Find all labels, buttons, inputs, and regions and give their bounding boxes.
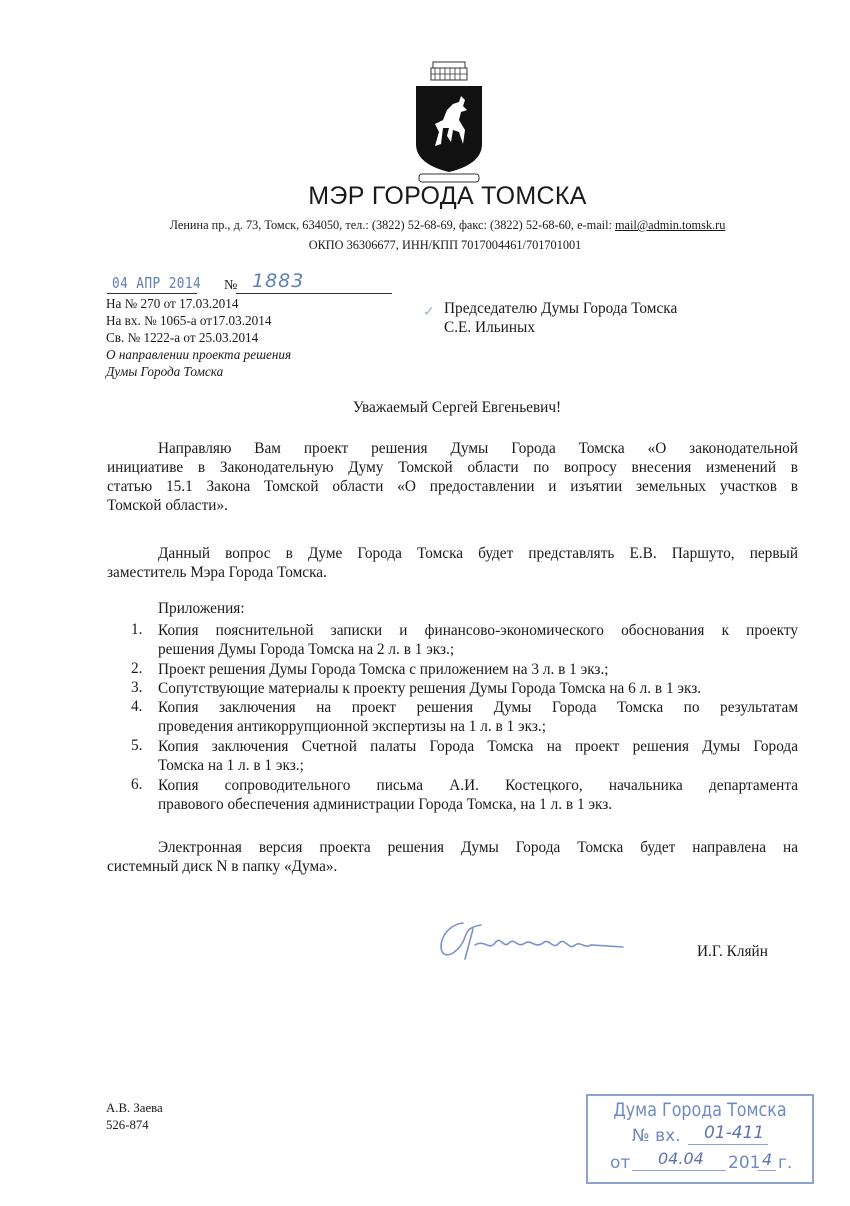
list-item-line: Копия заключения на проект решения Думы Города Томска по результатам xyxy=(158,699,798,716)
list-number: 4. xyxy=(131,698,143,715)
stamp-underline xyxy=(758,1170,776,1171)
list-item-line: Копия заключения Счетной палаты Города Томска на проект решения Думы Города xyxy=(158,738,798,755)
stamp-year-suffix: г. xyxy=(778,1153,793,1173)
subject-line-1: О направлении проекта решения xyxy=(106,347,292,362)
stamp-date-label: от xyxy=(610,1153,631,1173)
number-label: № xyxy=(224,278,238,293)
list-item-line: Копия пояснительной записки и финансово-экономического обоснования к проекту xyxy=(158,622,798,639)
greeting: Уважаемый Сергей Евгеньевич! xyxy=(352,399,562,416)
list-number: 3. xyxy=(131,679,143,696)
number-underline xyxy=(236,293,392,294)
stamp-date: 04.04 xyxy=(658,1149,704,1168)
performer-name: А.В. Заева xyxy=(106,1101,163,1115)
addressee-name: С.Е. Ильиных xyxy=(444,319,535,336)
check-mark-icon: ✓ xyxy=(423,305,435,320)
performer-phone: 526-874 xyxy=(106,1118,149,1132)
paragraph-line: статью 15.1 Закона Томской области «О предоставлении и изъятии земельных участков в xyxy=(107,478,798,495)
paragraph-main xyxy=(107,439,798,515)
registration-date-stamp: 04 АПР 2014 xyxy=(112,274,202,292)
paragraph-line: инициативе в Законодательную Думу Томской области по вопросу внесения изменений в xyxy=(107,459,798,476)
list-number: 2. xyxy=(131,660,143,677)
paragraph-line: Томской области». xyxy=(107,497,228,514)
reference-1: На № 270 от 17.03.2014 xyxy=(106,296,239,311)
paragraph-line: Данный вопрос в Думе Города Томска будет представлять Е.В. Паршуто, первый xyxy=(158,545,798,562)
list-item xyxy=(158,660,798,679)
list-item xyxy=(158,737,798,775)
page-title: МЭР ГОРОДА ТОМСКА xyxy=(308,182,587,210)
paragraph-electronic-version xyxy=(107,838,798,876)
stamp-underline xyxy=(688,1144,768,1145)
list-item-line: решения Думы Города Томска на 2 л. в 1 экз.; xyxy=(158,641,455,658)
contact-address xyxy=(0,218,850,233)
stamp-incoming-number: 01-411 xyxy=(704,1123,765,1143)
handwritten-signature-icon xyxy=(435,915,635,965)
tomsk-coat-of-arms-icon xyxy=(413,60,485,184)
paragraph-line: Электронная версия проекта решения Думы Города Томска будет направлена на xyxy=(158,839,798,856)
reference-3: Св. № 1222-а от 25.03.2014 xyxy=(106,330,259,345)
stamp-underline xyxy=(632,1170,726,1171)
date-underline xyxy=(107,293,197,294)
subject-line-2: Думы Города Томска xyxy=(106,364,224,379)
paragraph-line: заместитель Мэра Города Томска. xyxy=(107,564,327,581)
list-number: 6. xyxy=(131,776,143,793)
paragraph-line: Направляю Вам проект решения Думы Города Томска «О законодательной xyxy=(158,440,798,457)
signer-name: И.Г. Кляйн xyxy=(697,943,768,960)
paragraph-speaker xyxy=(107,544,798,582)
stamp-year-digit: 4 xyxy=(762,1150,773,1169)
incoming-stamp xyxy=(586,1094,814,1184)
registration-number: 1883 xyxy=(252,270,305,292)
attachments-title: Приложения: xyxy=(158,600,245,617)
reference-2: На вх. № 1065-а от17.03.2014 xyxy=(106,313,272,328)
list-item xyxy=(158,698,798,736)
list-item xyxy=(158,776,798,814)
addressee-position: Председателю Думы Города Томска xyxy=(444,300,678,317)
address-text: Ленина пр., д. 73, Томск, 634050, тел.: (3822) 52-68-69, факс: (3822) 52-68-60, e-mail: xyxy=(169,218,615,232)
performer xyxy=(106,1100,163,1134)
list-item-line: Копия сопроводительного письма А.И. Костецкого, начальника департамента xyxy=(158,777,798,794)
list-item xyxy=(158,621,798,659)
list-number: 5. xyxy=(131,737,143,754)
email-link[interactable]: mail@admin.tomsk.ru xyxy=(614,218,726,232)
paragraph-line: системный диск N в папку «Дума». xyxy=(107,858,338,875)
list-item xyxy=(158,679,798,698)
list-item-line: Сопутствующие материалы к проекту решения Думы Города Томска на 6 л. в 1 экз. xyxy=(158,680,702,697)
stamp-incoming-label: № вх. xyxy=(632,1126,681,1146)
list-item-line: проведения антикоррупционной экспертизы на 1 л. в 1 экз.; xyxy=(158,718,546,735)
list-item-line: Томска на 1 л. в 1 экз.; xyxy=(158,757,304,774)
list-item-line: правового обеспечения администрации Города Томска, на 1 л. в 1 экз. xyxy=(158,796,613,813)
stamp-year-prefix: 201 xyxy=(728,1153,761,1173)
list-number: 1. xyxy=(131,621,143,638)
addressee xyxy=(444,299,677,337)
list-item-line: Проект решения Думы Города Томска с приложением на 3 л. в 1 экз.; xyxy=(158,661,609,678)
stamp-organization: Дума Города Томска xyxy=(613,1100,787,1121)
registration-codes: ОКПО 36306677, ИНН/КПП 7017004461/701701001 xyxy=(308,238,582,252)
